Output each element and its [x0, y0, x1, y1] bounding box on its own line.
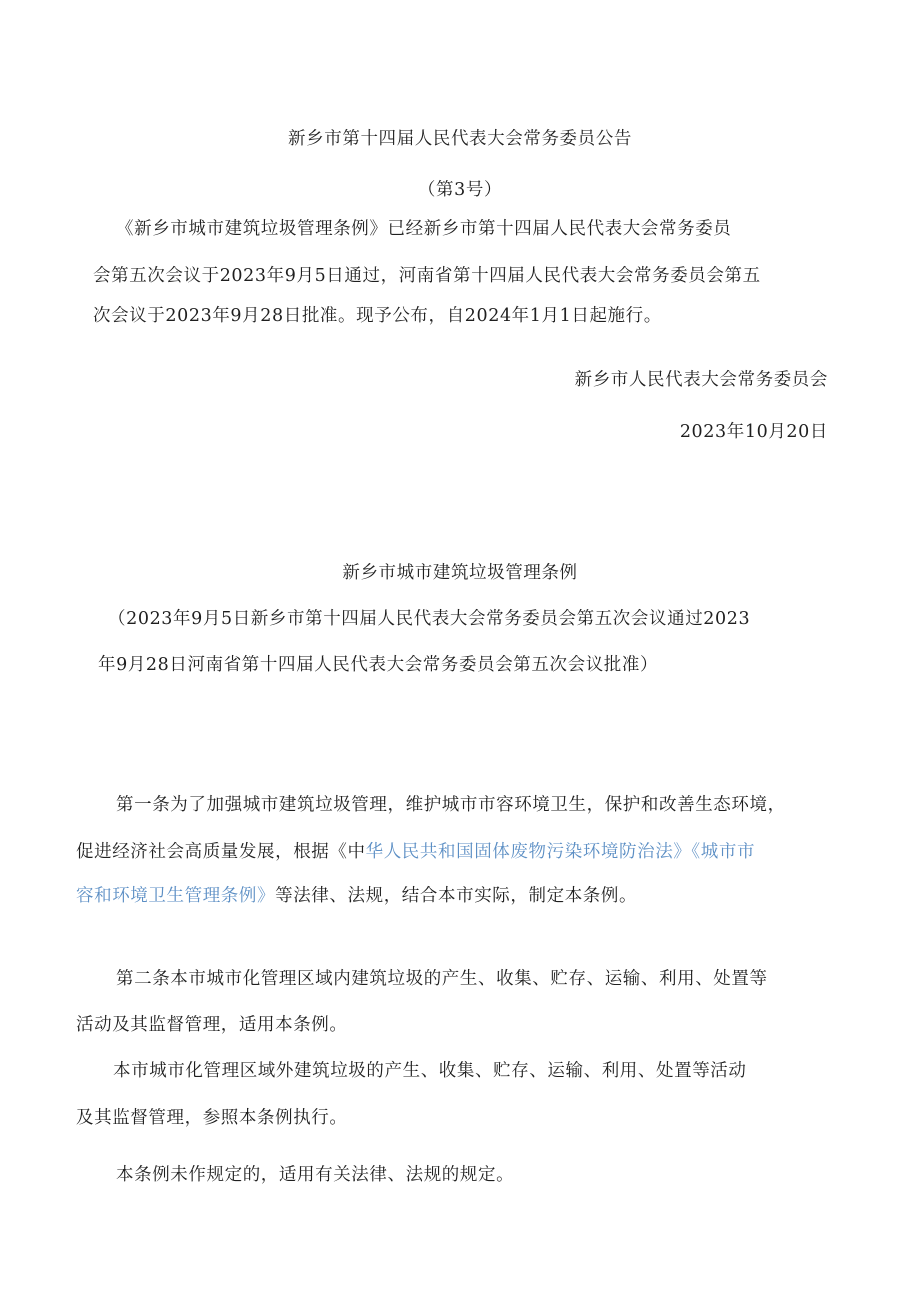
- regulation-subtitle-line: （2023年9月5日新乡市第十四届人民代表大会常务委员会第五次会议通过2023: [108, 609, 751, 629]
- article1-line: [76, 884, 637, 908]
- article1-line: [76, 840, 755, 864]
- article1-text: 促进经济社会高质量发展，根据《中: [76, 842, 366, 862]
- regulation-title: 新乡市城市建筑垃圾管理条例: [342, 563, 578, 583]
- notice-body-line: 《新乡市城市建筑垃圾管理条例》已经新乡市第十四届人民代表大会常务委员: [116, 219, 732, 239]
- article2-line: 第二条本市城市化管理区域内建筑垃圾的产生、收集、贮存、运输、利用、处置等: [116, 969, 768, 989]
- notice-title: 新乡市第十四届人民代表大会常务委员公告: [288, 129, 632, 149]
- notice-body-line: 次会议于2023年9月28日批准。现予公布，自2024年1月1日起施行。: [93, 306, 662, 326]
- notice-date: 2023年10月20日: [679, 422, 828, 442]
- article2-line: 及其监督管理，参照本条例执行。: [76, 1108, 348, 1128]
- regulation-link[interactable]: 容和环境卫生管理条例》: [76, 886, 276, 906]
- article2-line: 活动及其监督管理，适用本条例。: [76, 1015, 348, 1035]
- notice-number: （第3号）: [417, 180, 503, 200]
- notice-issuer: 新乡市人民代表大会常务委员会: [574, 370, 828, 390]
- notice-body-line: 会第五次会议于2023年9月5日通过，河南省第十四届人民代表大会常务委员会第五: [93, 266, 761, 286]
- regulation-subtitle-line: 年9月28日河南省第十四届人民代表大会常务委员会第五次会议批准）: [98, 655, 659, 675]
- article2-line: 本条例未作规定的，适用有关法律、法规的规定。: [116, 1165, 515, 1185]
- article1-line: 第一条为了加强城市建筑垃圾管理，维护城市市容环境卫生，保护和改善生态环境，: [116, 795, 786, 815]
- article1-text: 等法律、法规，结合本市实际，制定本条例。: [275, 886, 638, 906]
- law-link[interactable]: 华人民共和国固体废物污染环境防治法》《城市市: [365, 842, 756, 862]
- article2-line: 本市城市化管理区域外建筑垃圾的产生、收集、贮存、运输、利用、处置等活动: [113, 1061, 747, 1081]
